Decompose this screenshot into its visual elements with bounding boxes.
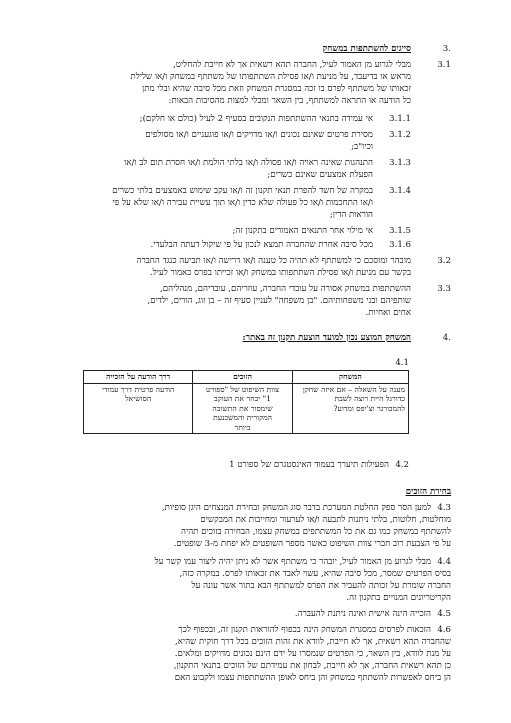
clause-3-2-number: 3.2 <box>437 256 451 266</box>
clause-3-3-line: שותפיהם ובני משפחותיהם. "בן משפחה" לעניין סעיף זה – בן זוג, הורים, ילדים, <box>147 296 411 306</box>
table-cell-game <box>292 383 408 434</box>
clause-3-1-3-number: 3.1.3 <box>389 158 411 168</box>
clause-3-1-2-text: וכיו"ב; <box>351 142 373 152</box>
clause-3-1-1-number: 3.1.1 <box>389 114 411 124</box>
clause-4-3-line: מוחלטות, חלוטות, בלתי ניתנות לתבעה ו/או לערעור ומחייבות את המבקשים <box>200 515 451 525</box>
table-header-notification: דרך הודעה על הזכייה <box>84 371 193 384</box>
clause-4-3-line: על פי הצבעת רוב חברי צוות השיפוט כאשר מספר השופטים לא יפחת מ-3 שופטים. <box>173 539 451 549</box>
clause-3-1-4-text: ו/או התחכמות ו/או כל פעולה שלא כדין ו/או תוך עשיית עבירה ו/או שלא על פי <box>112 198 373 208</box>
clause-4-3-line: להשתתף במשחק כמו גם את כל המשתתפים במשחק עצמו, הבחירה בזוכים תהיה <box>181 527 451 537</box>
clause-4-6-line: הזכאות לפרסים במסגרת המשחק הינה בכפוף להוראות תקנון זה, ובכפוף לכך <box>178 625 431 635</box>
cell-line: הסושיאל <box>125 394 152 403</box>
clause-4-4-line: מבלי לגרוע מן האמור לעיל, יובהר כי משתתף אשר לא ניתן יהיה ליצור עמו קשר על <box>154 557 431 567</box>
clause-4-2-text: הפעילות תיערך בעמוד האינסטגרם של ספורט 1 <box>229 460 389 470</box>
clause-3-1-6-number: 3.1.6 <box>389 240 411 250</box>
cell-line: מענה על השאלה – אם איזה שחקן <box>302 384 405 394</box>
clause-4-4-line: החברה שומרת על זכותה להעביר את הפרס למשתתף הבא בתור אשר עונה על <box>191 581 451 591</box>
cell-line: שימסור את התשובה <box>212 403 273 413</box>
table-header-winners: הזוכים <box>193 371 292 384</box>
clause-4-6-line: שהחברה תהא רשאית, אך לא חייבת, לוודא את זהות הזוכים בכל דרך חוקית שהיא, <box>175 637 451 647</box>
clause-4-4-number: 4.4 <box>437 557 451 567</box>
clause-3-1-3-text: הפעלת אמצעים שאינם כשרים; <box>267 170 373 180</box>
cell-line: המקורית והמשכנעת <box>213 413 273 422</box>
clause-4-2-number: 4.2 <box>395 460 409 470</box>
section-3-number: 3. <box>442 44 451 54</box>
clause-3-1-3-text: התנהגות שאינה ראויה ו/או פסולה ו/או בלתי הולמת ו/או חסרת תום לב ו/או <box>124 158 373 168</box>
clause-3-2-line: מובהר ומוסכם כי למשתתף לא תהיה כל טענה ו/או דרישה ו/או תביעה כנגד החברה <box>136 256 411 266</box>
winners-title: בחירת הזוכים <box>405 487 451 497</box>
clause-3-3-number: 3.3 <box>437 284 451 294</box>
clause-4-1-number: 4.1 <box>395 358 409 368</box>
section-4-number: 4. <box>442 333 451 343</box>
cell-line: להמבורגר וצ'יפס ומדוע? <box>333 403 405 413</box>
clause-4-6-line: הן ביחס לאפשרות להשתתף במשחק והן ביחס לאופן ההשתתפות עצמו ולקבוע האם <box>174 673 451 683</box>
clause-4-3-number: 4.3 <box>437 503 451 513</box>
clause-4-6-line: כן תהא רשאית החברה, אך לא חייבת, לבחון את עמידתם של הזוכים בתנאי התקנון, <box>173 661 451 671</box>
cell-line: כדורגל היית רוצה לשבת <box>334 394 405 403</box>
clause-3-2-line: בקשר עם מניעת ו/או פסילת השתתפותו במשחק ו/או זכייתו בפרס כאמור לעיל. <box>149 268 411 278</box>
clause-3-3-line: אחים ואחיות. <box>365 308 411 318</box>
clause-3-1-4-number: 3.1.4 <box>389 186 411 196</box>
clause-4-5-text: הזכייה הינה אישית ואינה ניתנת להעברה. <box>294 609 431 619</box>
cell-line: ביותר <box>234 422 251 432</box>
games-table <box>83 370 409 434</box>
clause-3-1-1-text: אי עמידה בתנאי ההשתתפות הנקובים בסעיף 2 לעיל (כולם או חלקם); <box>139 114 373 124</box>
clause-3-1-5-number: 3.1.5 <box>389 226 411 236</box>
section-4-title: המשחק המוצע נכון למועד הוצעת תקנון זה באתר: <box>242 333 411 343</box>
clause-3-1-4-text: במקרה של חשד להפרת תנאי תקנון זה ו/או עקב שימוש באמצעים בלתי כשרים <box>112 186 373 196</box>
clause-4-5-number: 4.5 <box>437 609 451 619</box>
table-cell-winners <box>193 383 292 434</box>
clause-3-1-4-text: הוראות הדין; <box>329 210 373 220</box>
clause-3-3-line: ההשתתפות במשחק אסורה על עובדי החברה, עוזריהם, עובדיהם, מנהליהם, <box>160 284 411 294</box>
cell-line: הודעה פרטית דרך עמודי <box>102 384 175 394</box>
clause-4-4-line: הקריטריונים המנויים בתקנון זה. <box>346 593 451 603</box>
clause-3-1-6-text: מכל סיבה אחרת שהחברה תמצא לנכון על פי שיקול דעתה הבלעדי. <box>150 240 373 250</box>
table-header-game: המשחק <box>292 371 408 384</box>
section-3-title: סייגים להשתתפות במשחק <box>322 44 411 54</box>
cell-line: 1" יבחר את העוקב <box>214 394 272 403</box>
clause-3-1-number: 3.1 <box>437 60 451 70</box>
cell-line: צוות השיפוט של "ספורט <box>206 384 280 394</box>
clause-3-1-line: כל הודעה או התראה למשתתף, בין השאר ומבלי למצות מהסיבות הבאות: <box>168 96 411 106</box>
clause-3-1-2-text: מסירת פרטים שאינם נכונים ו/או מדויקים ו/או פוגעניים ו/או מסולפים <box>145 130 373 140</box>
clause-3-1-5-text: אי מילוי אחר התנאים האמורים בתקנון זה; <box>232 226 373 236</box>
clause-4-6-line: על מנת לוודא, בין השאר, כי הפרטים שנמסרו על ידם הינם נכונים מדויקים ומלאים. <box>174 649 451 659</box>
clause-4-3-line: למען הסר ספק החלטת המערכת בדבר סוג המשחק ובחירת המנצחים היגן סופיות, <box>161 503 431 513</box>
clause-3-1-line: מבלי לגרוע מן האמור לעיל, החברה תהא רשאית אך לא חייבת להחליט, <box>173 60 411 70</box>
clause-4-6-number: 4.6 <box>437 625 451 635</box>
clause-3-1-line: מראש או בדיעבד, על מניעת ו/או פסילת השתתפותו של משתתף במשחק ו/או שלילת <box>130 72 411 82</box>
table-cell-notification <box>84 383 193 434</box>
clause-4-4-line: בסיס הפרטים שמסר, מכל סיבה שהיא, עשוי לאבד את זכאותו לפרס. במקרה כזה, <box>179 569 451 579</box>
table-row <box>84 383 409 434</box>
clause-3-1-line: זכאותו של משתתף לפרס בו זכה במסגרת המשחק וזאת מכל סיבה שהיא ובלי מתן <box>142 84 411 94</box>
table-header-row <box>84 371 409 384</box>
clause-3-1-2-number: 3.1.2 <box>389 130 411 140</box>
